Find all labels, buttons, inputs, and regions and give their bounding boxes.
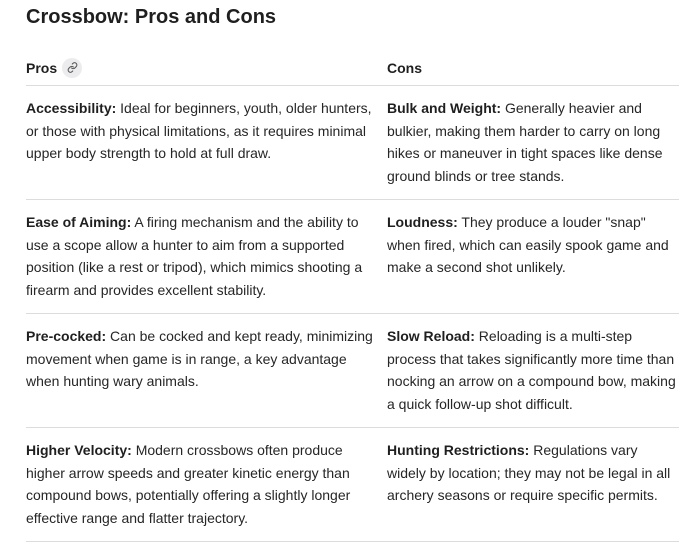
pro-term: Ease of Aiming:: [26, 214, 132, 230]
page-title: Crossbow: Pros and Cons: [26, 6, 277, 28]
header-pros: [26, 58, 387, 78]
table-row: [26, 86, 679, 200]
pro-term: Pre-cocked:: [26, 328, 107, 344]
con-desc: Reloading is a multi-step process that takes significantly more time than nocking an arrow on a compound bow, making a quick follow-up shot difficult.: [387, 328, 676, 412]
header-cons: Cons: [387, 59, 422, 76]
pro-desc: Can be cocked and kept ready, minimizing movement when game is in range, a key advantage when hunting wary animals.: [26, 328, 373, 389]
pro-term: Accessibility:: [26, 100, 117, 116]
con-term: Bulk and Weight:: [387, 100, 502, 116]
con-desc: They produce a louder "snap" when fired, which can easily spook game and make a second shot unlikely.: [387, 214, 669, 275]
copy-link-button[interactable]: [62, 58, 82, 78]
con-desc: Generally heavier and bulkier, making them harder to carry on long hikes or maneuver in tight spaces like dense ground blinds or tree stands.: [387, 100, 663, 184]
pro-cell: [26, 86, 387, 199]
pro-cell: [26, 200, 387, 313]
pro-desc: Ideal for beginners, youth, older hunters, or those with physical limitations, as it requires minimal upper body strength to hold at full draw.: [26, 100, 372, 161]
con-cell: [387, 200, 679, 313]
con-cell: [387, 314, 679, 427]
con-term: Slow Reload:: [387, 328, 475, 344]
table-row: [26, 428, 679, 542]
pros-cons-table: [26, 50, 679, 542]
con-cell: [387, 86, 679, 199]
link-icon: [67, 62, 78, 73]
con-cell: [387, 428, 679, 541]
header-pros-label: Pros: [26, 59, 58, 76]
con-term: Hunting Restrictions:: [387, 442, 530, 458]
pro-cell: [26, 428, 387, 541]
table-header-row: [26, 50, 679, 86]
pro-desc: Modern crossbows often produce higher arrow speeds and greater kinetic energy than compound bows, potentially offering a slightly longer effective range and flatter trajectory.: [26, 442, 351, 526]
pro-cell: [26, 314, 387, 427]
pro-term: Higher Velocity:: [26, 442, 132, 458]
con-term: Loudness:: [387, 214, 458, 230]
pro-desc: A firing mechanism and the ability to use a scope allow a hunter to aim from a supported position (like a rest or tripod), which mimics shooting a firearm and provides excellent stability.: [26, 214, 363, 298]
table-row: [26, 200, 679, 314]
con-desc: Regulations vary widely by location; they may not be legal in all archery seasons or require specific permits.: [387, 442, 671, 503]
table-row: [26, 314, 679, 428]
